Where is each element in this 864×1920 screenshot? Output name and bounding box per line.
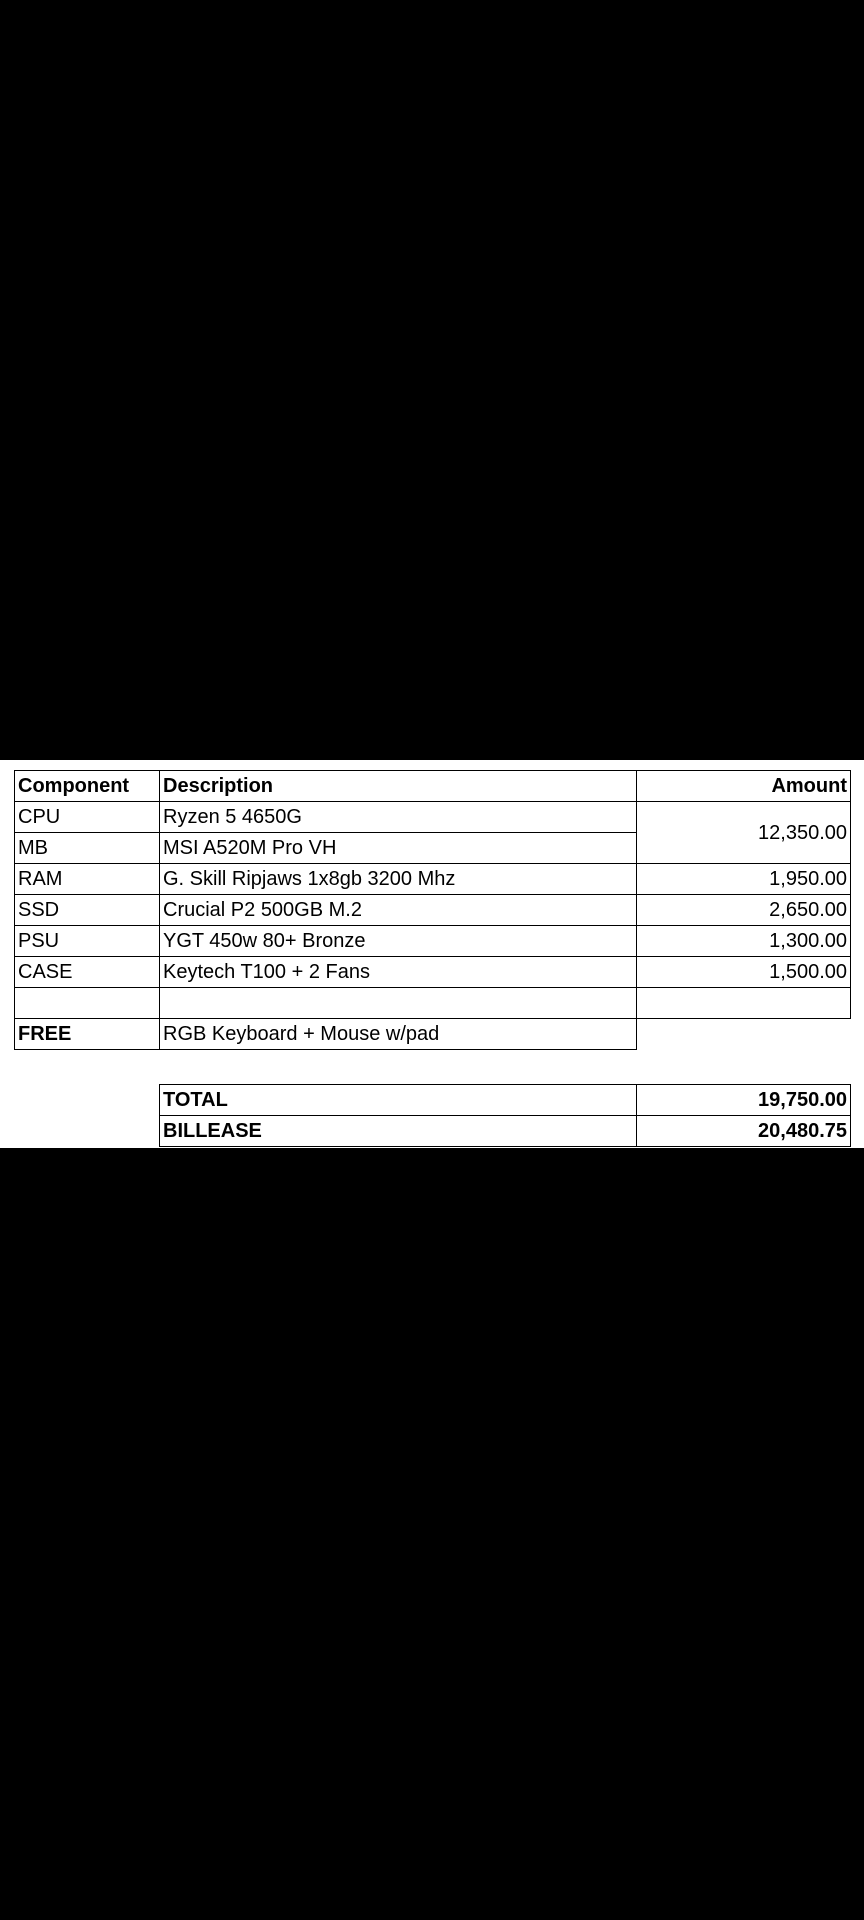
components-table xyxy=(14,770,851,1050)
table-row xyxy=(15,926,851,957)
description-cell: YGT 450w 80+ Bronze xyxy=(160,926,637,957)
empty-cell xyxy=(637,988,851,1019)
total-amount: 19,750.00 xyxy=(637,1085,851,1116)
blank-cell xyxy=(637,1019,851,1050)
empty-cell xyxy=(15,988,160,1019)
component-cell: SSD xyxy=(15,895,160,926)
component-cell: PSU xyxy=(15,926,160,957)
free-label: FREE xyxy=(15,1019,160,1050)
header-amount: Amount xyxy=(637,771,851,802)
billease-row xyxy=(160,1116,851,1147)
description-cell: Ryzen 5 4650G xyxy=(160,802,637,833)
cpu-mb-amount-cell: 12,350.00 xyxy=(637,802,851,864)
table-row xyxy=(15,802,851,833)
description-cell: Keytech T100 + 2 Fans xyxy=(160,957,637,988)
amount-cell: 2,650.00 xyxy=(637,895,851,926)
description-cell: MSI A520M Pro VH xyxy=(160,833,637,864)
component-cell: MB xyxy=(15,833,160,864)
billease-label: BILLEASE xyxy=(160,1116,637,1147)
component-cell: CPU xyxy=(15,802,160,833)
table-row xyxy=(15,895,851,926)
table-row xyxy=(15,864,851,895)
header-description: Description xyxy=(160,771,637,802)
free-description: RGB Keyboard + Mouse w/pad xyxy=(160,1019,637,1050)
header-component: Component xyxy=(15,771,160,802)
header-row xyxy=(15,771,851,802)
component-cell: CASE xyxy=(15,957,160,988)
description-cell: G. Skill Ripjaws 1x8gb 3200 Mhz xyxy=(160,864,637,895)
total-row xyxy=(160,1085,851,1116)
amount-cell: 1,950.00 xyxy=(637,864,851,895)
totals-table xyxy=(159,1084,851,1147)
component-cell: RAM xyxy=(15,864,160,895)
empty-cell xyxy=(160,988,637,1019)
description-cell: Crucial P2 500GB M.2 xyxy=(160,895,637,926)
amount-cell: 1,500.00 xyxy=(637,957,851,988)
free-row xyxy=(15,1019,851,1050)
total-label: TOTAL xyxy=(160,1085,637,1116)
billease-amount: 20,480.75 xyxy=(637,1116,851,1147)
spreadsheet-image xyxy=(0,760,864,1148)
table-row xyxy=(15,957,851,988)
amount-cell: 1,300.00 xyxy=(637,926,851,957)
empty-row xyxy=(15,988,851,1019)
